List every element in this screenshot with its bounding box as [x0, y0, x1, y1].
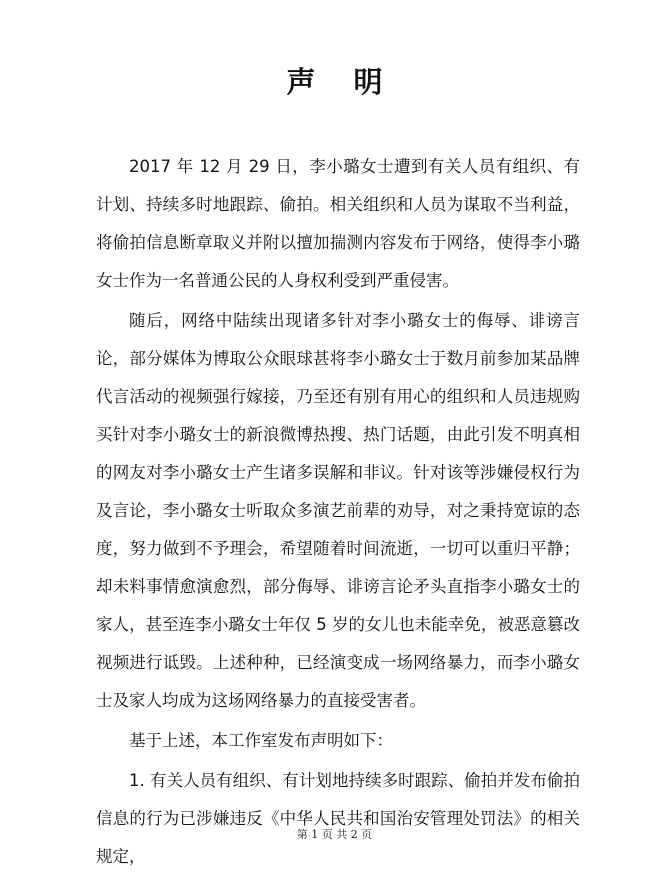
document-title: 声 明 — [286, 65, 397, 99]
paragraph-2: 随后，网络中陆续出现诸多针对李小璐女士的侮辱、诽谤言论，部分媒体为博取公众眼球甚将李小璐女士于数月前参加某品牌代言活动的视频强行嫁接，乃至还有别有用心的组织和人员违规购买针对李小璐女士的新浪微博热搜、热门话题，由此引发不明真相的网友对李小璐女士产生诸多误解和非议。针对该等涉嫌侵权行为及言论，李小璐女士听取众多演艺前辈的劝导，对之秉持宽谅的态度，努力做到不予理会，希望随着时间流逝，一切可以重归平静；却未料事情愈演愈烈，部分侮辱、诽谤言论矛头直指李小璐女士的家人，甚至连李小璐女士年仅 5 岁的女儿也未能幸免，被恶意篡改视频进行诋毁。上述种种，已经演变成一场网络暴力，而李小璐女士及家人均成为这场网络暴力的直接受害者。 — [96, 311, 580, 710]
page-number-footer: 第 1 页 共 2 页 — [296, 828, 373, 841]
document-body — [96, 148, 580, 878]
paragraph-3: 基于上述，本工作室发布声明如下： — [129, 731, 393, 750]
paragraph-1: 2017 年 12 月 29 日，李小璐女士遭到有关人员有组织、有计划、持续多时地跟踪、偷拍。相关组织和人员为谋取不当利益，将偷拍信息断章取义并附以擅加揣测内容发布于网络，使得李小璐女士作为一名普通公民的人身权利受到严重侵害。 — [96, 157, 580, 290]
paragraph-4: 1. 有关人员有组织、有计划地持续多时跟踪、偷拍并发布偷拍信息的行为已涉嫌违反《中华人民共和国治安管理处罚法》的相关规定， — [96, 771, 580, 866]
